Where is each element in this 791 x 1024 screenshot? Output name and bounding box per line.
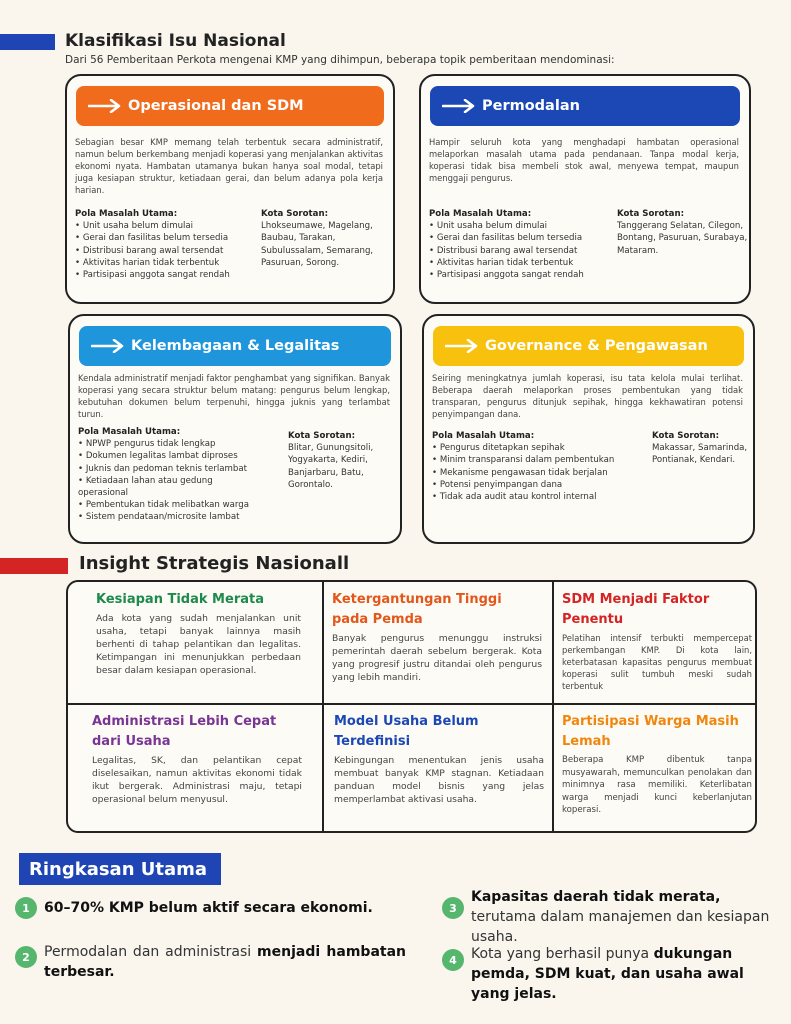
problem-item: • Unit usaha belum dimulai bbox=[429, 220, 609, 232]
category-title: Governance & Pengawasan bbox=[485, 338, 708, 354]
insight-cell bbox=[96, 590, 301, 677]
problem-item: • Aktivitas harian tidak terbentuk bbox=[75, 257, 250, 269]
problem-list bbox=[432, 430, 642, 503]
category-title: Permodalan bbox=[482, 98, 580, 114]
city-names: Blitar, Gunungsitoli, Yogyakarta, Kediri, Banjarbaru, Batu, Gorontalo. bbox=[288, 443, 374, 490]
section-title: Klasifikasi Isu Nasional bbox=[65, 31, 286, 51]
problem-list-title: Pola Masalah Utama: bbox=[75, 209, 178, 219]
insight-text: Kebingungan menentukan jenis usaha membuat banyak KMP stagnan. Ketiadaan panduan model bisnis yang jelas memperlambat aktivasi usaha. bbox=[334, 755, 544, 805]
arrow-right-icon bbox=[91, 339, 125, 353]
summary-number-badge: 1 bbox=[15, 897, 37, 919]
arrow-right-icon bbox=[445, 339, 479, 353]
insight-title: Model Usaha Belum Terdefinisi bbox=[334, 714, 479, 749]
problem-list-title: Pola Masalah Utama: bbox=[432, 431, 535, 441]
section-marker-bar bbox=[0, 558, 68, 574]
city-names: Tanggerang Selatan, Cilegon, Bontang, Pasuruan, Surabaya, Mataram. bbox=[617, 221, 748, 256]
problem-item: • Mekanisme pengawasan tidak berjalan bbox=[432, 467, 642, 479]
insight-title: Ketergantungan Tinggi pada Pemda bbox=[332, 592, 502, 627]
insight-text: Legalitas, SK, dan pelantikan cepat diselesaikan, namun aktivitas ekonomi tidak ikut bergerak. Administrasi maju, tetapi operasional belum menyusul. bbox=[92, 755, 302, 805]
summary-item bbox=[471, 887, 781, 947]
category-description: Sebagian besar KMP memang telah terbentuk secara administratif, namun belum berkembang menjadi koperasi yang menjalankan aktivitas ekonomi nyata. Hambatan utamanya bukan hanya soal modal, tetapi juga kesiapan struktur, ketiadaan gerai, dan belum adanya pola kerja harian. bbox=[75, 137, 383, 195]
problem-item: • Juknis dan pedoman teknis terlambat bbox=[78, 463, 283, 475]
category-card-header bbox=[76, 86, 384, 126]
summary-text: Permodalan dan administrasi bbox=[44, 944, 258, 960]
insight-text: Ada kota yang sudah menjalankan unit usaha, tetapi banyak lainnya masih berhenti di tahap pelantikan dan legalitas. Ketimpangan ini menunjukkan perbedaan besar dalam kesiapan operasional. bbox=[96, 613, 301, 676]
category-title: Operasional dan SDM bbox=[128, 98, 304, 114]
insight-text: Banyak pengurus menunggu instruksi pemerintah daerah sebelum bergerak. Kota yang progresif justru ditandai oleh pengurus yang lebih mandiri. bbox=[332, 633, 542, 683]
problem-item: • Dokumen legalitas lambat diproses bbox=[78, 450, 283, 462]
category-card-operasional bbox=[65, 74, 395, 304]
summary-emphasis: 60–70% KMP belum aktif secara ekonomi. bbox=[44, 900, 373, 916]
category-card-header bbox=[430, 86, 740, 126]
insight-title: SDM Menjadi Faktor Penentu bbox=[562, 592, 710, 627]
city-list-title: Kota Sorotan: bbox=[652, 431, 720, 441]
category-card-header bbox=[433, 326, 744, 366]
city-names: Makassar, Samarinda, Pontianak, Kendari. bbox=[652, 443, 748, 466]
insight-title: Partisipasi Warga Masih Lemah bbox=[562, 714, 739, 749]
insight-cell bbox=[92, 712, 302, 806]
problem-list bbox=[78, 426, 283, 524]
city-list-title: Kota Sorotan: bbox=[288, 431, 356, 441]
insight-grid bbox=[66, 580, 757, 833]
problem-item: • Aktivitas harian tidak terbentuk bbox=[429, 257, 609, 269]
problem-item: • Pengurus ditetapkan sepihak bbox=[432, 442, 642, 454]
problem-list-title: Pola Masalah Utama: bbox=[78, 427, 181, 437]
problem-item: • Gerai dan fasilitas belum tersedia bbox=[75, 232, 250, 244]
problem-list bbox=[75, 208, 250, 281]
city-list bbox=[617, 208, 749, 257]
insight-text: Beberapa KMP dibentuk tanpa musyawarah, memunculkan penolakan dan minimnya rasa memiliki. Keterlibatan warga menjadi kunci keberlanjutan koperasi. bbox=[562, 755, 752, 815]
summary-title: Ringkasan Utama bbox=[19, 853, 221, 885]
city-list bbox=[288, 430, 398, 491]
insight-cell bbox=[332, 590, 542, 684]
problem-item: • Ketiadaan lahan atau gedung operasional bbox=[78, 475, 228, 499]
summary-text: terutama dalam manajemen dan kesiapan usaha. bbox=[471, 909, 770, 945]
section-marker-bar bbox=[0, 34, 55, 50]
category-description: Hampir seluruh kota yang menghadapi hambatan operasional melaporkan masalah utama pada pendanaan. Tanpa modal kerja, koperasi tidak bisa membeli stok awal, menyewa tempat, maupun menggaji pengurus. bbox=[429, 137, 739, 183]
problem-item: • NPWP pengurus tidak lengkap bbox=[78, 438, 283, 450]
category-card-governance bbox=[422, 314, 755, 544]
summary-number-badge: 2 bbox=[15, 946, 37, 968]
summary-text: Kota yang berhasil punya bbox=[471, 946, 654, 962]
problem-item: • Partisipasi anggota sangat rendah bbox=[429, 269, 609, 281]
problem-item: • Potensi penyimpangan dana bbox=[432, 479, 642, 491]
insight-text: Pelatihan intensif terbukti mempercepat perkembangan KMP. Di kota lain, keterbatasan kapasitas pengurus membuat koperasi sulit tumbuh meski sudah terbentuk bbox=[562, 633, 752, 691]
summary-emphasis: menjadi hambatan terbesar. bbox=[44, 944, 406, 980]
category-description: Kendala administratif menjadi faktor penghambat yang signifikan. Banyak koperasi yang secara struktur belum matang: pengurus belum lengkap, kebutuhan dokumen belum terpenuhi, hingga juknis yang terlambat turun. bbox=[78, 373, 390, 419]
summary-emphasis: Kapasitas daerah tidak merata, bbox=[471, 889, 721, 905]
summary-item bbox=[44, 898, 424, 918]
category-card-header bbox=[79, 326, 391, 366]
summary-number-badge: 3 bbox=[442, 897, 464, 919]
problem-list bbox=[429, 208, 609, 281]
problem-item: • Partisipasi anggota sangat rendah bbox=[75, 269, 250, 281]
insight-title: Kesiapan Tidak Merata bbox=[96, 592, 264, 607]
problem-item: • Unit usaha belum dimulai bbox=[75, 220, 250, 232]
problem-item: • Gerai dan fasilitas belum tersedia bbox=[429, 232, 609, 244]
city-list-title: Kota Sorotan: bbox=[617, 209, 685, 219]
city-list bbox=[261, 208, 389, 269]
arrow-right-icon bbox=[88, 99, 122, 113]
summary-number-badge: 4 bbox=[442, 949, 464, 971]
problem-item: • Sistem pendataan/microsite lambat bbox=[78, 511, 283, 523]
city-list-title: Kota Sorotan: bbox=[261, 209, 329, 219]
arrow-right-icon bbox=[442, 99, 476, 113]
summary-emphasis: dukungan pemda, SDM kuat, dan usaha awal yang jelas. bbox=[471, 946, 744, 1002]
problem-item: • Pembentukan tidak melibatkan warga bbox=[78, 499, 283, 511]
summary-item bbox=[471, 944, 783, 1004]
problem-item: • Distribusi barang awal tersendat bbox=[429, 245, 609, 257]
problem-list-title: Pola Masalah Utama: bbox=[429, 209, 532, 219]
insight-section-title: Insight Strategis Nasionall bbox=[79, 553, 350, 574]
city-names: Lhokseumawe, Magelang, Baubau, Tarakan, Subulussalam, Semarang, Pasuruan, Sorong. bbox=[261, 221, 374, 268]
category-card-kelembagaan bbox=[68, 314, 402, 544]
insight-cell bbox=[334, 712, 544, 806]
insight-cell bbox=[562, 590, 752, 692]
summary-item bbox=[44, 942, 406, 982]
category-description: Seiring meningkatnya jumlah koperasi, isu tata kelola mulai terlihat. Beberapa daerah melaporkan proses pembentukan yang tidak transparan, pengurus ditunjuk sepihak, hingga kekhawatiran potensi penyimpangan dana. bbox=[432, 373, 743, 419]
insight-title: Administrasi Lebih Cepat dari Usaha bbox=[92, 714, 277, 749]
section-intro: Dari 56 Pemberitaan Perkota mengenai KMP yang dihimpun, beberapa topik pemberitaan mendominasi: bbox=[65, 54, 615, 66]
category-card-permodalan bbox=[419, 74, 751, 304]
city-list bbox=[652, 430, 755, 467]
category-title: Kelembagaan & Legalitas bbox=[131, 338, 340, 354]
problem-item: • Tidak ada audit atau kontrol internal bbox=[432, 491, 642, 503]
problem-item: • Distribusi barang awal tersendat bbox=[75, 245, 250, 257]
problem-item: • Minim transparansi dalam pembentukan bbox=[432, 454, 642, 466]
insight-cell bbox=[562, 712, 752, 817]
